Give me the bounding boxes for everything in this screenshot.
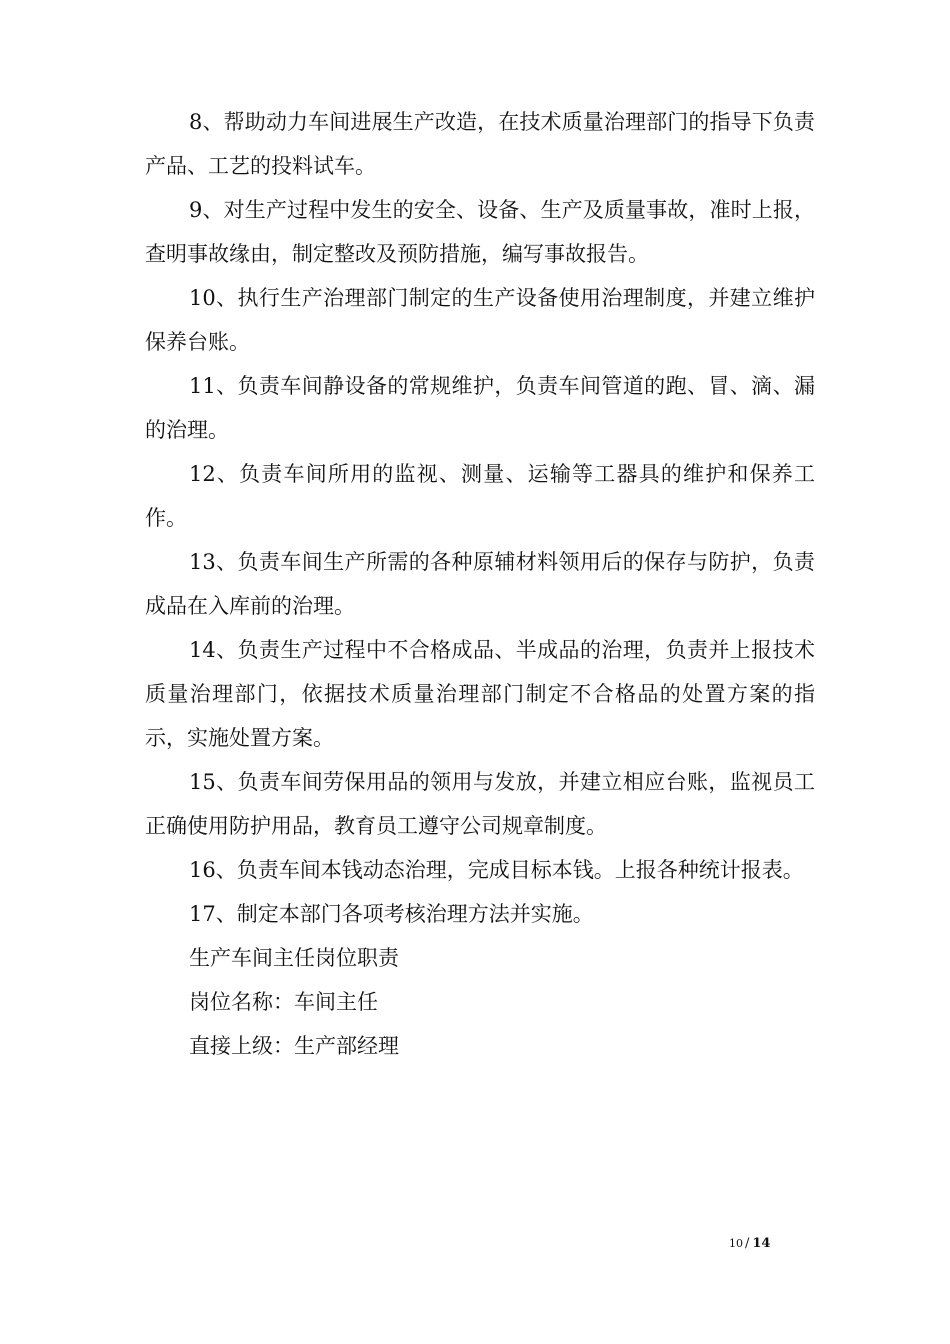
paragraph-item-16: 16、负责车间本钱动态治理，完成目标本钱。上报各种统计报表。: [189, 858, 804, 882]
paragraph-item-17: 17、制定本部门各项考核治理方法并实施。: [189, 902, 594, 926]
paragraph-item-11: 11、负责车间静设备的常规维护，负责车间管道的跑、冒、滴、漏的治理。: [145, 374, 815, 442]
paragraph-item-14: 14、负责生产过程中不合格成品、半成品的治理，负责并上报技术质量治理部门，依据技术质量治理部门制定不合格品的处置方案的指示，实施处置方案。: [145, 638, 815, 750]
page-separator: /: [745, 1236, 750, 1251]
document-body: [145, 100, 815, 1068]
paragraph-item-15: 15、负责车间劳保用品的领用与发放，并建立相应台账，监视员工正确使用防护用品，教育员工遵守公司规章制度。: [145, 770, 815, 838]
current-page-number: 10: [729, 1237, 743, 1250]
section-heading: 生产车间主任岗位职责: [189, 946, 399, 970]
paragraph-item-10: 10、执行生产治理部门制定的生产设备使用治理制度，并建立维护保养台账。: [145, 286, 815, 354]
position-name: 岗位名称：车间主任: [189, 990, 378, 1014]
paragraph-item-8: 8、帮助动力车间进展生产改造，在技术质量治理部门的指导下负责产品、工艺的投料试车。: [145, 110, 815, 178]
direct-superior: 直接上级：生产部经理: [189, 1034, 399, 1058]
page-number: [729, 1232, 770, 1251]
paragraph-item-12: 12、负责车间所用的监视、测量、运输等工器具的维护和保养工作。: [145, 462, 815, 530]
paragraph-item-9: 9、对生产过程中发生的安全、设备、生产及质量事故，准时上报，查明事故缘由，制定整改及预防措施，编写事故报告。: [145, 198, 815, 266]
paragraph-item-13: 13、负责车间生产所需的各种原辅材料领用后的保存与防护，负责成品在入库前的治理。: [145, 550, 815, 618]
total-page-count: 14: [752, 1236, 771, 1251]
